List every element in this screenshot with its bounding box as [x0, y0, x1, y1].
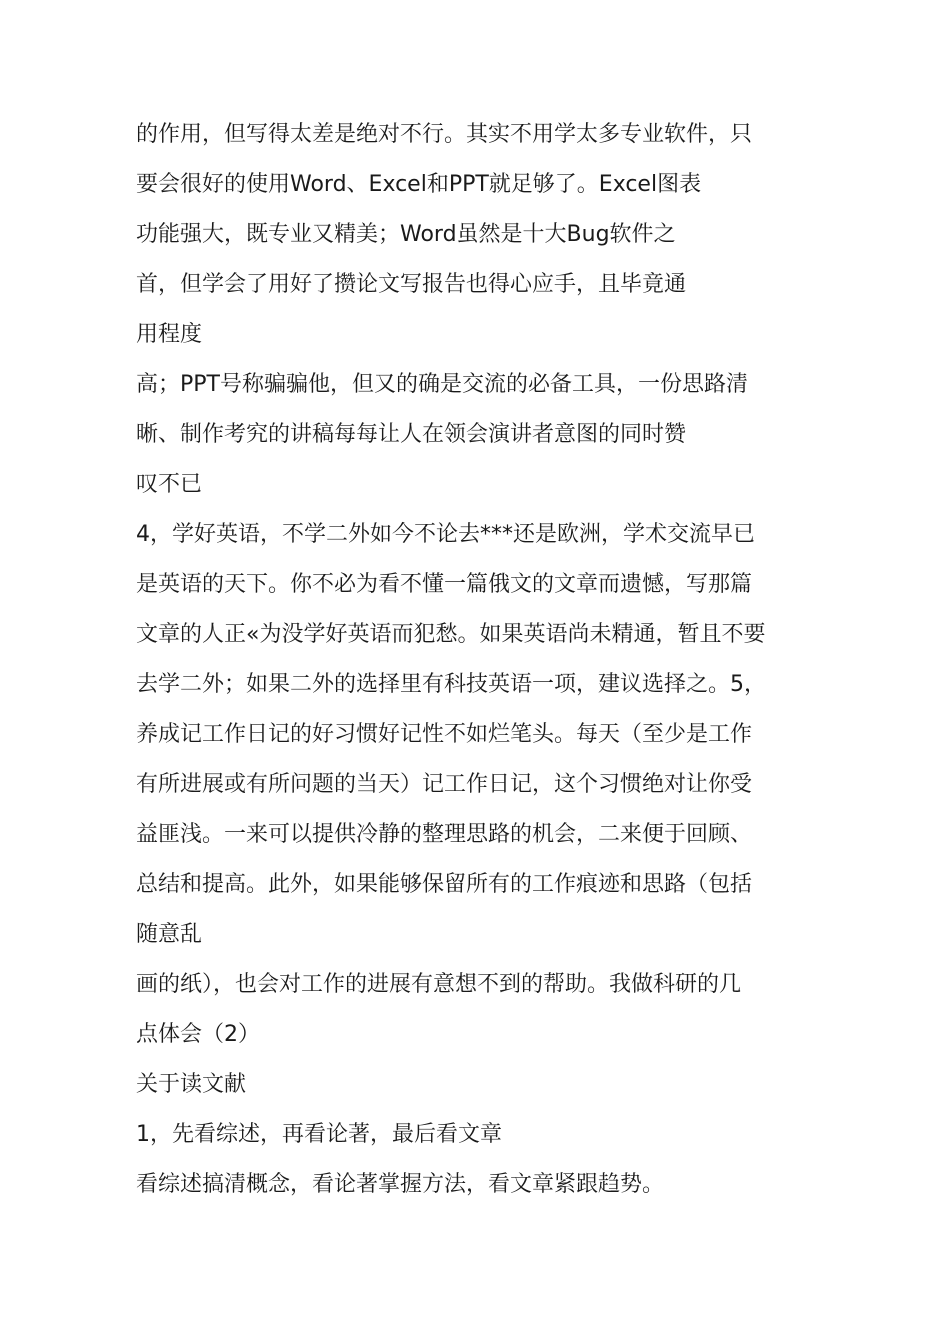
text-line: 文章的人正«为没学好英语而犯愁。如果英语尚未精通，暂且不要: [136, 622, 766, 647]
text-line: 首，但学会了用好了攒论文写报告也得心应手，且毕竟通: [136, 272, 687, 297]
text-line: 画的纸），也会对工作的进展有意想不到的帮助。我做科研的几: [136, 972, 742, 997]
text-line: 有所进展或有所问题的当天）记工作日记，这个习惯绝对让你受: [136, 772, 753, 797]
text-line: 1，先看综述，再看论著，最后看文章: [136, 1122, 502, 1147]
text-line: 养成记工作日记的好习惯好记性不如烂笔头。每天（至少是工作: [136, 722, 753, 747]
text-line: 功能强大，既专业又精美；Word虽然是十大Bug软件之: [136, 222, 676, 247]
text-line: 4，学好英语，不学二外如今不论去***还是欧洲，学术交流早已: [136, 522, 755, 547]
text-line: 益匪浅。一来可以提供冷静的整理思路的机会，二来便于回顾、: [136, 822, 753, 847]
text-line: 去学二外；如果二外的选择里有科技英语一项，建议选择之。5，: [136, 672, 766, 697]
text-line: 的作用，但写得太差是绝对不行。其实不用学太多专业软件，只: [136, 122, 753, 147]
text-line: 看综述搞清概念，看论著掌握方法，看文章紧跟趋势。: [136, 1172, 665, 1197]
text-line: 总结和提高。此外，如果能够保留所有的工作痕迹和思路（包括: [136, 872, 753, 897]
text-line: 用程度: [136, 322, 203, 347]
text-line: 点体会（2）: [136, 1022, 260, 1047]
text-line: 叹不已: [136, 472, 203, 497]
text-line: 晰、制作考究的讲稿每每让人在领会演讲者意图的同时赞: [136, 422, 687, 447]
body-text: [136, 110, 836, 1210]
text-line: 高；PPT号称骗骗他，但又的确是交流的必备工具，一份思路清: [136, 372, 748, 397]
text-line: 随意乱: [136, 922, 203, 947]
text-line: 要会很好的使用Word、Excel和PPT就足够了。Excel图表: [136, 172, 702, 197]
section-heading: 关于读文献: [136, 1072, 247, 1097]
text-line: 是英语的天下。你不必为看不懂一篇俄文的文章而遗憾，写那篇: [136, 572, 753, 597]
